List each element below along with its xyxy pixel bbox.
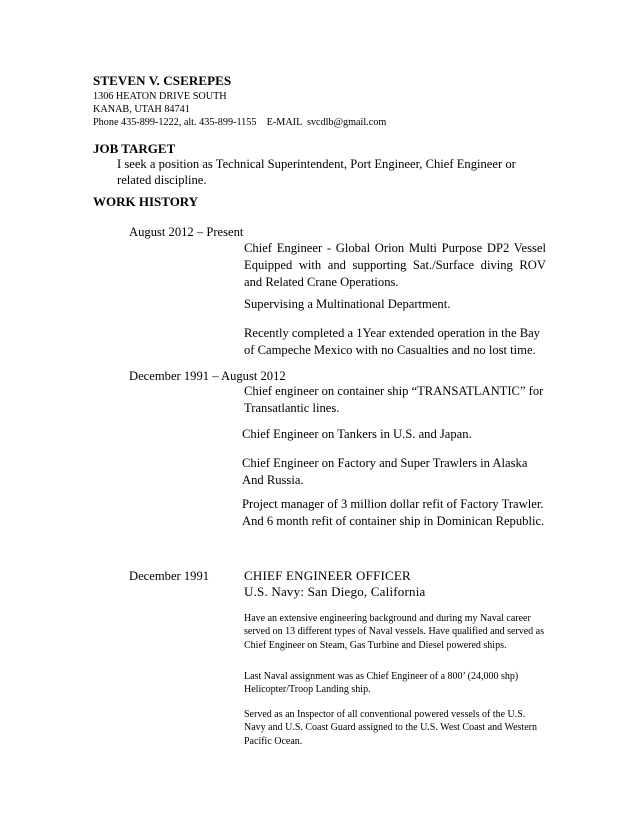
entry-paragraph: Last Naval assignment was as Chief Engineer of a 800’ (24,000 shp) Helicopter/Troop Landing ship. xyxy=(244,671,519,696)
entry-paragraph: Chief engineer on container ship “TRANSATLANTIC” for Transatlantic lines. xyxy=(244,384,544,415)
address-line-1: 1306 HEATON DRIVE SOUTH xyxy=(93,91,227,102)
job-target-text: I seek a position as Technical Superintendent, Port Engineer, Chief Engineer or related discipline. xyxy=(117,157,516,187)
contact-line: Phone 435-899-1222, alt. 435-899-1155 E-MAIL svcdlb@gmail.com xyxy=(93,117,387,128)
job-target-heading: JOB TARGET xyxy=(93,141,176,156)
entry-paragraph: Chief Engineer on Factory and Super Trawlers in Alaska And Russia. xyxy=(242,456,528,487)
entry-date: August 2012 – Present xyxy=(129,225,244,239)
entry-paragraph: Chief Engineer - Global Orion Multi Purpose DP2 Vessel Equipped with and supporting Sat./Surface diving ROV and Related Crane Operations. xyxy=(244,241,546,289)
entry-paragraph: Project manager of 3 million dollar refit of Factory Trawler. And 6 month refit of container ship in Dominican Republic. xyxy=(242,497,545,528)
entry-paragraph: Served as an Inspector of all conventional powered vessels of the U.S. Navy and U.S. Coast Guard assigned to the U.S. West Coast and Western Pacific Ocean. xyxy=(244,709,537,747)
entry-paragraph: Recently completed a 1Year extended operation in the Bay of Campeche Mexico with no Casualties and no lost time. xyxy=(244,326,540,357)
entry-title: CHIEF ENGINEER OFFICER xyxy=(244,568,411,583)
entry-date: December 1991 – August 2012 xyxy=(129,369,286,383)
entry-date: December 1991 xyxy=(129,569,210,583)
work-history-heading: WORK HISTORY xyxy=(93,194,199,209)
entry-paragraph: Chief Engineer on Tankers in U.S. and Japan. xyxy=(242,427,472,441)
address-line-2: KANAB, UTAH 84741 xyxy=(93,104,190,115)
entry-paragraph: Supervising a Multinational Department. xyxy=(244,297,451,311)
applicant-name: STEVEN V. CSEREPES xyxy=(93,73,232,88)
entry-paragraph: Have an extensive engineering background and during my Naval career served on 13 different types of Naval vessels. Have qualified and served as Chief Engineer on Steam, Gas Turbine and Diesel powered ships. xyxy=(244,613,544,651)
entry-subtitle: U.S. Navy: San Diego, California xyxy=(244,584,426,599)
